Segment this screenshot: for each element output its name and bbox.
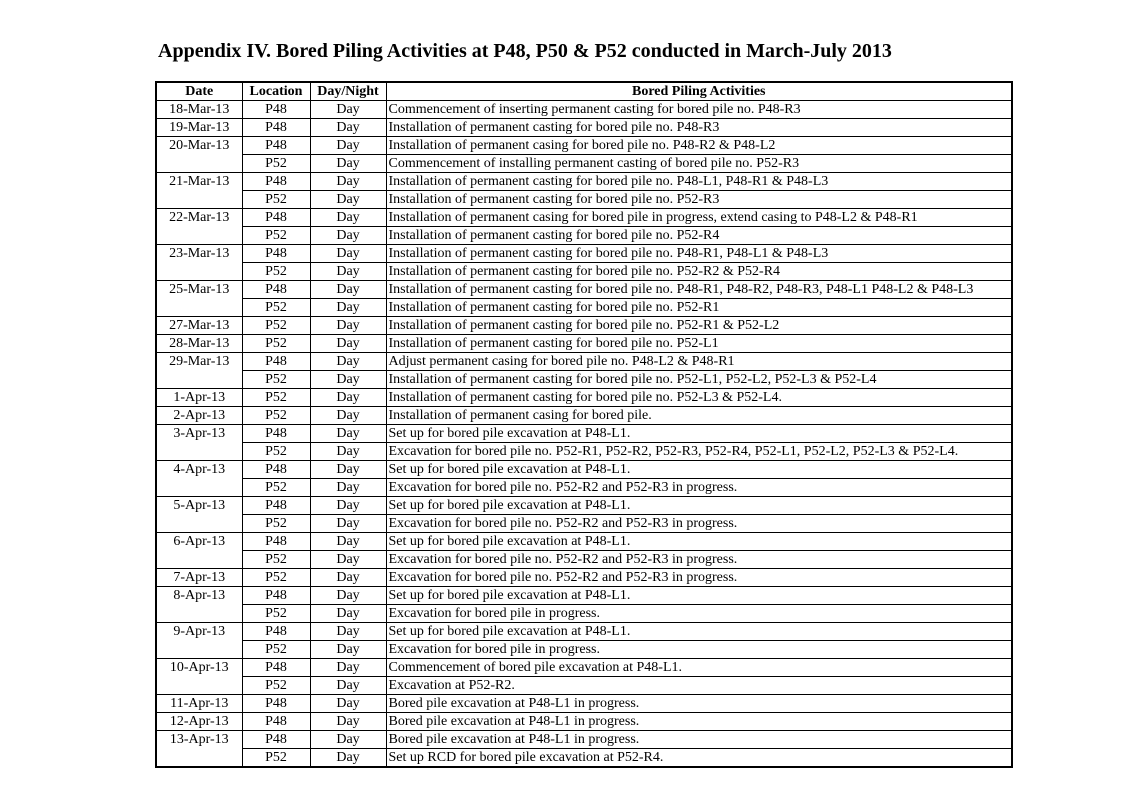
activity-cell: Set up for bored pile excavation at P48-L1.: [386, 497, 1012, 515]
date-cell: 29-Mar-13: [156, 353, 242, 371]
table-row: [156, 407, 1012, 425]
table-row: [156, 569, 1012, 587]
day-night-cell: Day: [310, 263, 386, 281]
activity-cell: Excavation for bored pile in progress.: [386, 605, 1012, 623]
table-row: [156, 479, 1012, 497]
date-cell: 10-Apr-13: [156, 659, 242, 677]
activity-cell: Excavation for bored pile no. P52-R2 and P52-R3 in progress.: [386, 551, 1012, 569]
table-header-row: [156, 82, 1012, 101]
location-cell: P52: [242, 443, 310, 461]
location-cell: P52: [242, 155, 310, 173]
date-cell: [156, 605, 242, 623]
date-cell: 18-Mar-13: [156, 101, 242, 119]
date-cell: [156, 515, 242, 533]
date-cell: 7-Apr-13: [156, 569, 242, 587]
location-cell: P52: [242, 227, 310, 245]
date-cell: 20-Mar-13: [156, 137, 242, 155]
location-cell: P52: [242, 335, 310, 353]
header-day-night: Day/Night: [310, 82, 386, 101]
date-cell: [156, 263, 242, 281]
day-night-cell: Day: [310, 407, 386, 425]
activity-cell: Set up for bored pile excavation at P48-L1.: [386, 425, 1012, 443]
location-cell: P52: [242, 263, 310, 281]
day-night-cell: Day: [310, 623, 386, 641]
day-night-cell: Day: [310, 389, 386, 407]
location-cell: P48: [242, 353, 310, 371]
location-cell: P52: [242, 389, 310, 407]
activity-cell: Excavation for bored pile no. P52-R2 and P52-R3 in progress.: [386, 479, 1012, 497]
activity-cell: Installation of permanent casting for bored pile no. P52-L3 & P52-L4.: [386, 389, 1012, 407]
day-night-cell: Day: [310, 497, 386, 515]
date-cell: 4-Apr-13: [156, 461, 242, 479]
activity-cell: Installation of permanent casing for bored pile no. P48-R2 & P48-L2: [386, 137, 1012, 155]
day-night-cell: Day: [310, 731, 386, 749]
location-cell: P48: [242, 587, 310, 605]
day-night-cell: Day: [310, 551, 386, 569]
date-cell: [156, 443, 242, 461]
day-night-cell: Day: [310, 569, 386, 587]
date-cell: 28-Mar-13: [156, 335, 242, 353]
table-row: [156, 551, 1012, 569]
activity-cell: Bored pile excavation at P48-L1 in progress.: [386, 695, 1012, 713]
day-night-cell: Day: [310, 533, 386, 551]
day-night-cell: Day: [310, 101, 386, 119]
date-cell: [156, 155, 242, 173]
day-night-cell: Day: [310, 461, 386, 479]
day-night-cell: Day: [310, 119, 386, 137]
day-night-cell: Day: [310, 749, 386, 768]
location-cell: P48: [242, 101, 310, 119]
table-row: [156, 461, 1012, 479]
table-row: [156, 659, 1012, 677]
date-cell: [156, 479, 242, 497]
activity-cell: Installation of permanent casting for bored pile no. P52-R3: [386, 191, 1012, 209]
table-row: [156, 443, 1012, 461]
day-night-cell: Day: [310, 587, 386, 605]
location-cell: P52: [242, 677, 310, 695]
activity-cell: Set up for bored pile excavation at P48-L1.: [386, 461, 1012, 479]
location-cell: P52: [242, 371, 310, 389]
table-row: [156, 155, 1012, 173]
table-row: [156, 533, 1012, 551]
day-night-cell: Day: [310, 641, 386, 659]
table-row: [156, 425, 1012, 443]
table-row: [156, 731, 1012, 749]
date-cell: 5-Apr-13: [156, 497, 242, 515]
table-row: [156, 389, 1012, 407]
day-night-cell: Day: [310, 173, 386, 191]
day-night-cell: Day: [310, 515, 386, 533]
location-cell: P52: [242, 479, 310, 497]
location-cell: P52: [242, 641, 310, 659]
table-row: [156, 605, 1012, 623]
header-date: Date: [156, 82, 242, 101]
date-cell: 19-Mar-13: [156, 119, 242, 137]
table-row: [156, 173, 1012, 191]
location-cell: P48: [242, 425, 310, 443]
day-night-cell: Day: [310, 209, 386, 227]
location-cell: P52: [242, 515, 310, 533]
day-night-cell: Day: [310, 191, 386, 209]
day-night-cell: Day: [310, 335, 386, 353]
table-body: [156, 101, 1012, 768]
date-cell: 9-Apr-13: [156, 623, 242, 641]
activity-cell: Commencement of inserting permanent casting for bored pile no. P48-R3: [386, 101, 1012, 119]
location-cell: P52: [242, 191, 310, 209]
day-night-cell: Day: [310, 425, 386, 443]
activity-cell: Commencement of bored pile excavation at P48-L1.: [386, 659, 1012, 677]
day-night-cell: Day: [310, 479, 386, 497]
date-cell: 27-Mar-13: [156, 317, 242, 335]
activity-cell: Installation of permanent casting for bored pile no. P52-R1 & P52-L2: [386, 317, 1012, 335]
location-cell: P48: [242, 497, 310, 515]
date-cell: 23-Mar-13: [156, 245, 242, 263]
activity-cell: Installation of permanent casting for bored pile no. P48-R3: [386, 119, 1012, 137]
day-night-cell: Day: [310, 695, 386, 713]
day-night-cell: Day: [310, 713, 386, 731]
date-cell: 1-Apr-13: [156, 389, 242, 407]
location-cell: P48: [242, 461, 310, 479]
table-row: [156, 335, 1012, 353]
table-row: [156, 749, 1012, 768]
day-night-cell: Day: [310, 155, 386, 173]
location-cell: P48: [242, 731, 310, 749]
location-cell: P52: [242, 569, 310, 587]
location-cell: P52: [242, 749, 310, 768]
location-cell: P48: [242, 137, 310, 155]
activity-cell: Installation of permanent casting for bored pile no. P48-R1, P48-L1 & P48-L3: [386, 245, 1012, 263]
activity-cell: Installation of permanent casting for bored pile no. P52-R1: [386, 299, 1012, 317]
date-cell: 6-Apr-13: [156, 533, 242, 551]
table-row: [156, 317, 1012, 335]
date-cell: [156, 749, 242, 768]
day-night-cell: Day: [310, 677, 386, 695]
activity-cell: Commencement of installing permanent casting of bored pile no. P52-R3: [386, 155, 1012, 173]
day-night-cell: Day: [310, 245, 386, 263]
date-cell: [156, 191, 242, 209]
location-cell: P52: [242, 317, 310, 335]
table-row: [156, 371, 1012, 389]
location-cell: P48: [242, 209, 310, 227]
location-cell: P52: [242, 407, 310, 425]
table-row: [156, 299, 1012, 317]
table-row: [156, 713, 1012, 731]
location-cell: P48: [242, 119, 310, 137]
activity-cell: Installation of permanent casting for bored pile no. P48-R1, P48-R2, P48-R3, P48-L1 P48-L2 & P48-L3: [386, 281, 1012, 299]
table-row: [156, 137, 1012, 155]
table-row: [156, 641, 1012, 659]
table-row: [156, 101, 1012, 119]
activity-cell: Excavation for bored pile no. P52-R1, P52-R2, P52-R3, P52-R4, P52-L1, P52-L2, P52-L3 & P52-L4.: [386, 443, 1012, 461]
date-cell: [156, 677, 242, 695]
activity-cell: Set up for bored pile excavation at P48-L1.: [386, 533, 1012, 551]
date-cell: 2-Apr-13: [156, 407, 242, 425]
table-row: [156, 353, 1012, 371]
location-cell: P48: [242, 623, 310, 641]
location-cell: P52: [242, 299, 310, 317]
header-activities: Bored Piling Activities: [386, 82, 1012, 101]
activity-cell: Installation of permanent casing for bored pile in progress, extend casing to P48-L2 & P48-R1: [386, 209, 1012, 227]
date-cell: 11-Apr-13: [156, 695, 242, 713]
date-cell: 8-Apr-13: [156, 587, 242, 605]
table-row: [156, 587, 1012, 605]
location-cell: P48: [242, 659, 310, 677]
activity-cell: Installation of permanent casing for bored pile.: [386, 407, 1012, 425]
activity-cell: Installation of permanent casting for bored pile no. P52-R4: [386, 227, 1012, 245]
day-night-cell: Day: [310, 137, 386, 155]
date-cell: 22-Mar-13: [156, 209, 242, 227]
activity-cell: Set up for bored pile excavation at P48-L1.: [386, 587, 1012, 605]
day-night-cell: Day: [310, 659, 386, 677]
table-row: [156, 227, 1012, 245]
day-night-cell: Day: [310, 443, 386, 461]
date-cell: 13-Apr-13: [156, 731, 242, 749]
date-cell: [156, 371, 242, 389]
table-row: [156, 281, 1012, 299]
table-row: [156, 263, 1012, 281]
activity-cell: Excavation at P52-R2.: [386, 677, 1012, 695]
date-cell: [156, 227, 242, 245]
table-row: [156, 623, 1012, 641]
location-cell: P48: [242, 533, 310, 551]
day-night-cell: Day: [310, 317, 386, 335]
activity-cell: Set up RCD for bored pile excavation at P52-R4.: [386, 749, 1012, 768]
location-cell: P48: [242, 281, 310, 299]
activity-cell: Excavation for bored pile no. P52-R2 and P52-R3 in progress.: [386, 515, 1012, 533]
day-night-cell: Day: [310, 353, 386, 371]
table-row: [156, 515, 1012, 533]
activity-cell: Installation of permanent casting for bored pile no. P52-L1: [386, 335, 1012, 353]
page-title: Appendix IV. Bored Piling Activities at P48, P50 & P52 conducted in March-July 2013: [158, 40, 892, 62]
activity-cell: Bored pile excavation at P48-L1 in progress.: [386, 731, 1012, 749]
date-cell: 3-Apr-13: [156, 425, 242, 443]
location-cell: P48: [242, 173, 310, 191]
activity-cell: Excavation for bored pile no. P52-R2 and P52-R3 in progress.: [386, 569, 1012, 587]
location-cell: P48: [242, 695, 310, 713]
activity-cell: Excavation for bored pile in progress.: [386, 641, 1012, 659]
table-row: [156, 209, 1012, 227]
day-night-cell: Day: [310, 227, 386, 245]
location-cell: P52: [242, 605, 310, 623]
day-night-cell: Day: [310, 371, 386, 389]
date-cell: [156, 641, 242, 659]
table-row: [156, 119, 1012, 137]
header-location: Location: [242, 82, 310, 101]
day-night-cell: Day: [310, 605, 386, 623]
table-row: [156, 497, 1012, 515]
activity-cell: Installation of permanent casting for bored pile no. P48-L1, P48-R1 & P48-L3: [386, 173, 1012, 191]
date-cell: [156, 299, 242, 317]
location-cell: P52: [242, 551, 310, 569]
bored-piling-table: [155, 81, 1013, 768]
location-cell: P48: [242, 713, 310, 731]
location-cell: P48: [242, 245, 310, 263]
table-row: [156, 191, 1012, 209]
table-row: [156, 245, 1012, 263]
day-night-cell: Day: [310, 299, 386, 317]
date-cell: [156, 551, 242, 569]
table-row: [156, 677, 1012, 695]
activity-cell: Bored pile excavation at P48-L1 in progress.: [386, 713, 1012, 731]
day-night-cell: Day: [310, 281, 386, 299]
table-row: [156, 695, 1012, 713]
date-cell: 21-Mar-13: [156, 173, 242, 191]
activity-cell: Adjust permanent casing for bored pile no. P48-L2 & P48-R1: [386, 353, 1012, 371]
activity-cell: Installation of permanent casting for bored pile no. P52-L1, P52-L2, P52-L3 & P52-L4: [386, 371, 1012, 389]
activity-cell: Set up for bored pile excavation at P48-L1.: [386, 623, 1012, 641]
date-cell: 12-Apr-13: [156, 713, 242, 731]
activity-cell: Installation of permanent casting for bored pile no. P52-R2 & P52-R4: [386, 263, 1012, 281]
date-cell: 25-Mar-13: [156, 281, 242, 299]
